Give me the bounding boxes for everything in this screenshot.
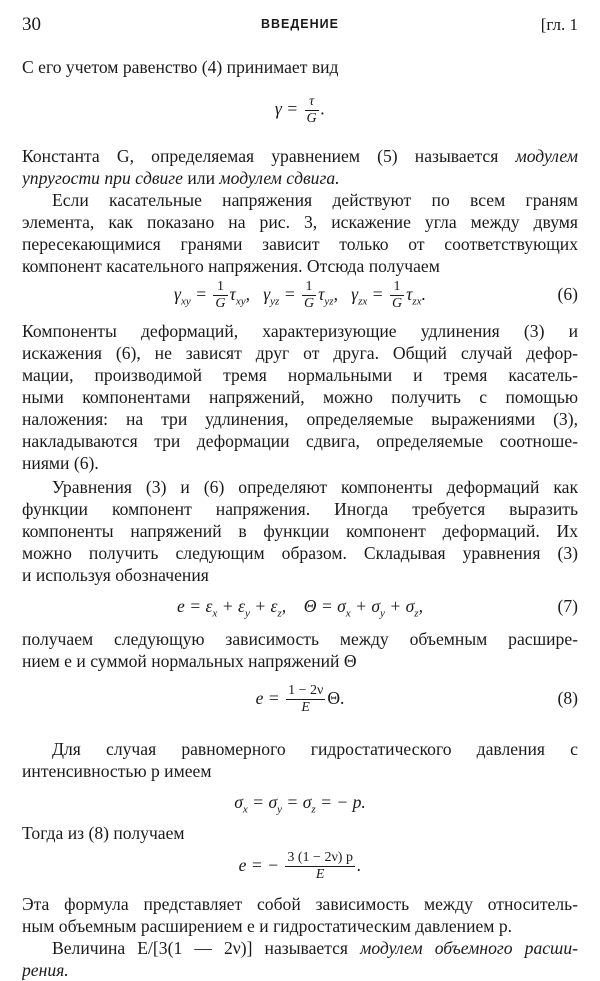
text-line: Константа G, определяемая уравнением (5) называется модулем: [22, 146, 578, 166]
text-line: наложения: на три удлинения, определяемые выражениями (3),: [22, 409, 578, 429]
formula-7-dilatation: $e = \varepsilon_x + \varepsilon_y + \varepsilon_z$, $\Theta = \sigma_x + \sigma_y + \sigma_z$, (7): [22, 592, 578, 620]
text-line: ниями (6).: [22, 453, 99, 473]
text-line: накладываются три деформации сдвига, определяемые соотноше-: [22, 431, 578, 451]
formula-8-e-theta: e = $\frac{1 - 2\nu}{E}$ Θ. (8): [22, 676, 578, 720]
text-line: ными компонентами напряжений, можно получить с помощью: [22, 387, 578, 407]
page-header: [22, 14, 578, 38]
text-line: компонент касательного напряжения. Отсюда получаем: [22, 256, 440, 276]
equation-number: (6): [557, 284, 578, 304]
text-line: Тогда из (8) получаем: [22, 823, 185, 843]
text-line: компоненты напряжений в функции компонент деформаций. Их: [22, 521, 578, 541]
text-line: можно получить следующим образом. Складывая уравнения (3): [22, 543, 578, 563]
text-line: Для случая равномерного гидростатического давления с: [52, 739, 578, 759]
formula-hydrostatic: $\sigma_x = \sigma_y = \sigma_z$ = − p.: [234, 792, 366, 816]
text-line: искажения (6), не зависят друг от друга. Общий случай дефор-: [22, 343, 578, 363]
chapter-marker: [гл. 1: [540, 15, 578, 34]
text-line: Если касательные напряжения действуют по всем граням: [52, 190, 578, 210]
text-line: Величина E/[3(1 — 2ν)] называется модулем объемного расши-: [52, 938, 578, 958]
page-number: 30: [22, 14, 41, 35]
running-title: ВВЕДЕНИЕ: [261, 17, 339, 31]
text-line: Компоненты деформаций, характеризующие удлинения (3) и: [22, 321, 578, 341]
text-line: нием e и суммой нормальных напряжений Θ: [22, 651, 357, 671]
text-line: элемента, как показано на рис. 3, искажение угла между двумя: [22, 212, 578, 232]
text-line: Эта формула представляет собой зависимость между относитель-: [22, 894, 578, 914]
text-line: мации, производимой тремя нормальными и тремя касатель-: [22, 365, 578, 385]
text-line: интенсивностью p имеем: [22, 761, 212, 781]
text-line: ным объемным расширением e и гидростатическим давлением p.: [22, 916, 513, 936]
formula-gamma-tau-over-g: γ = $\frac{\tau}{G}$ .: [274, 94, 326, 126]
text-line: пересекающимися гранями зависит только от соответствующих: [22, 234, 578, 254]
text-line: рения.: [22, 960, 69, 980]
text-line: Уравнения (3) и (6) определяют компоненты деформаций как: [52, 477, 578, 497]
text-line: С его учетом равенство (4) принимает вид: [22, 57, 339, 77]
formula-e-pressure: e = − $\frac{3 (1 - 2\nu) p}{E}$ .: [238, 850, 362, 883]
text-line: и используя обозначения: [22, 565, 209, 585]
equation-number: (7): [557, 596, 578, 616]
formula-6-shear-strains: $\gamma_{xy}$ = $\frac{1}{G}$ $\tau_{xy}$, $\gamma_{yz}$ = $\frac{1}{G}$ $\tau_{yz}$, $\gamma_{zx}$ = $\frac{1}{G}$ $\tau_{zx}$. (6): [22, 274, 578, 314]
text-line: упругости при сдвиге или модулем сдвига.: [22, 168, 340, 188]
text-line: получаем следующую зависимость между объемным расшире-: [22, 629, 578, 649]
equation-number: (8): [557, 688, 578, 708]
text-line: функции компонент напряжения. Иногда требуется выразить: [22, 499, 578, 519]
